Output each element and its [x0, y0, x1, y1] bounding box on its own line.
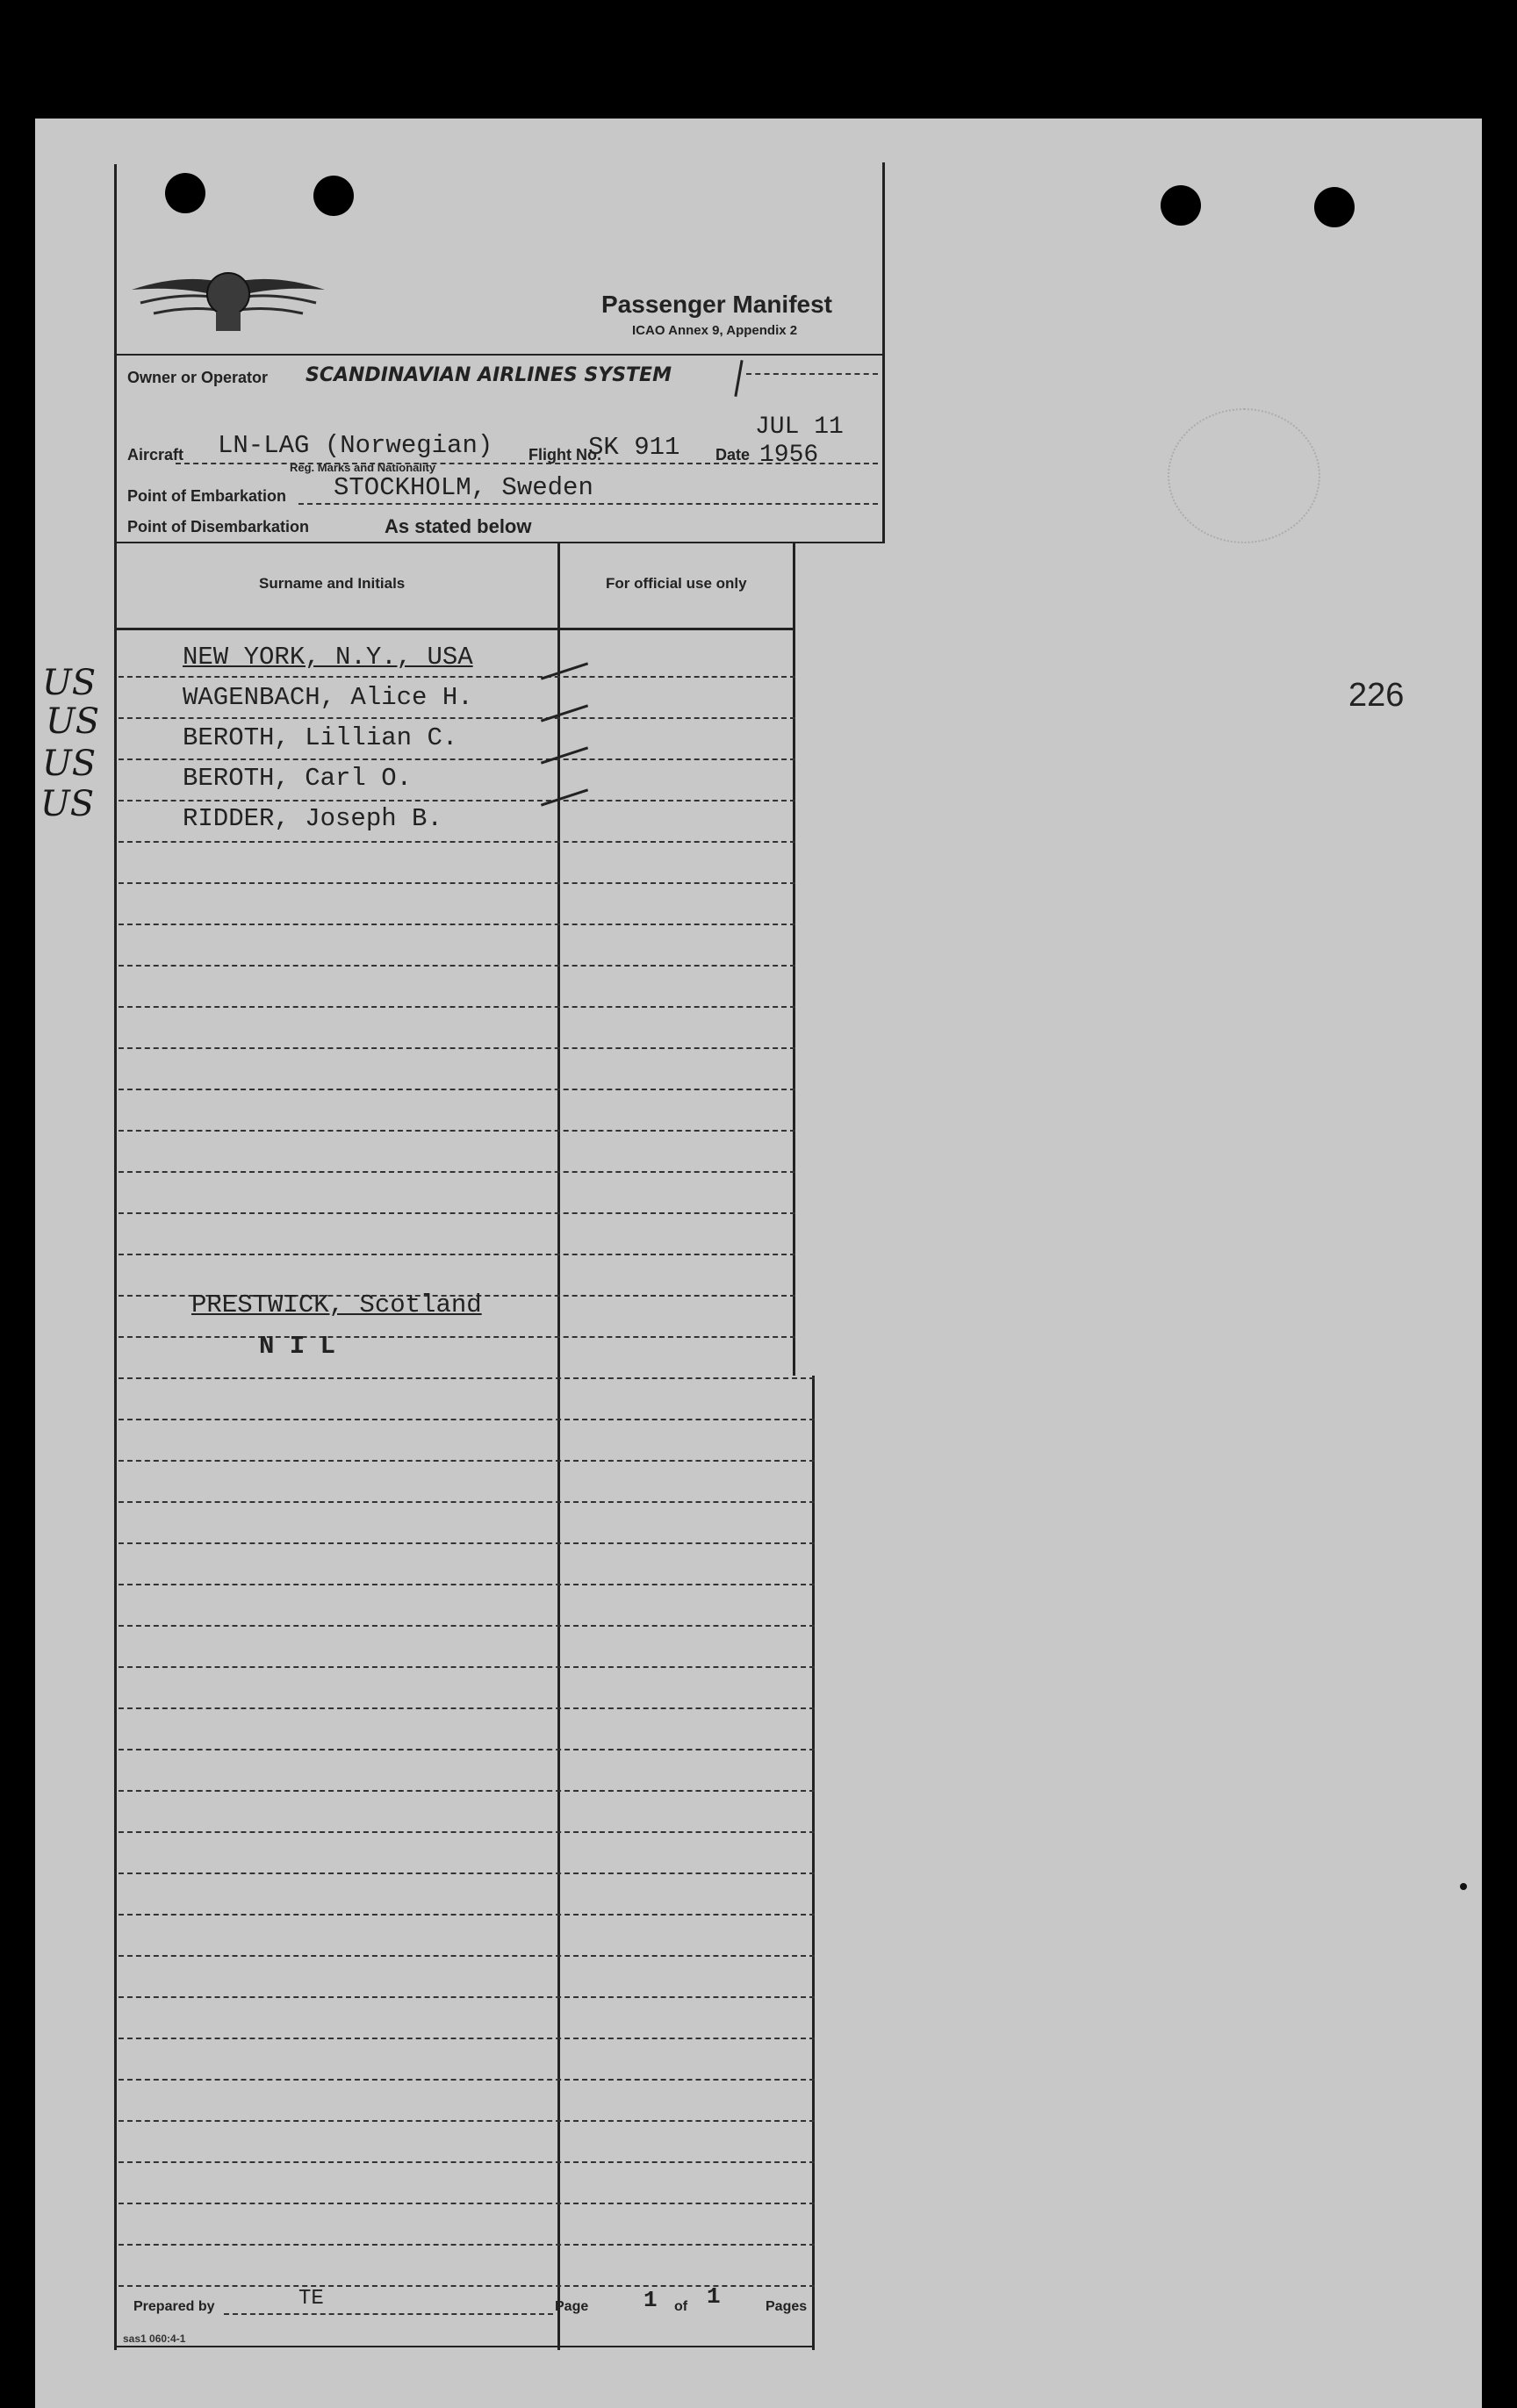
header-right-border — [882, 162, 885, 542]
stray-mark — [1460, 1883, 1467, 1890]
disembark-label: Point of Disembarkation — [127, 518, 310, 536]
nil-entry: N I L — [259, 1332, 336, 1361]
table-rule — [119, 1501, 815, 1503]
destination-entry: NEW YORK, N.Y., USA — [183, 643, 473, 672]
table-rule — [119, 2161, 815, 2163]
table-header-bottom — [114, 628, 795, 630]
aircraft-label: Aircraft — [127, 446, 184, 464]
table-rule — [119, 1790, 815, 1792]
page-number: 226 — [1348, 677, 1405, 714]
form-code: sas1 060:4-1 — [123, 2333, 186, 2345]
margin-note: US — [40, 784, 95, 824]
page-value: 1 — [643, 2287, 658, 2313]
table-rule — [119, 2203, 815, 2204]
embark-value: STOCKHOLM, Sweden — [334, 473, 593, 502]
form-title: Passenger Manifest — [601, 291, 832, 318]
table-rule — [119, 1872, 815, 1874]
passenger-entry: BEROTH, Carl O. — [183, 764, 413, 793]
margin-note: US — [42, 663, 97, 703]
table-rule — [119, 2079, 815, 2081]
col-official-header: For official use only — [606, 575, 747, 592]
passenger-entry: WAGENBACH, Alice H. — [183, 683, 473, 712]
owner-line — [746, 373, 878, 375]
of-value: 1 — [707, 2283, 721, 2310]
header-bottom — [114, 542, 885, 543]
table-rule — [119, 882, 795, 884]
col-surname-header: Surname and Initials — [259, 575, 406, 592]
pages-label: Pages — [766, 2299, 808, 2314]
table-rule — [119, 1171, 795, 1173]
punch-hole — [1161, 185, 1201, 226]
punch-hole — [313, 176, 354, 216]
table-rule — [119, 1666, 815, 1668]
prepared-line — [224, 2313, 553, 2315]
embark-label: Point of Embarkation — [127, 487, 287, 505]
margin-note: US — [42, 744, 97, 784]
owner-value: SCANDINAVIAN AIRLINES SYSTEM — [306, 364, 672, 386]
table-rule — [119, 1377, 815, 1379]
table-rule — [119, 1254, 795, 1255]
punch-hole — [165, 173, 205, 213]
page-label: Page — [555, 2299, 589, 2314]
passenger-entry: RIDDER, Joseph B. — [183, 804, 442, 833]
table-rule — [119, 1130, 795, 1132]
sas-logo-icon — [123, 259, 334, 338]
table-rule — [119, 717, 795, 719]
footer-line — [114, 2346, 812, 2347]
table-rule — [119, 2038, 815, 2039]
table-rule — [119, 1707, 815, 1709]
table-rule — [119, 2120, 815, 2122]
flight-label: Flight No. — [528, 446, 601, 464]
embark-line — [298, 503, 878, 505]
check-tick — [541, 746, 588, 764]
passenger-entry: BEROTH, Lillian C. — [183, 723, 458, 752]
disembark-value: As stated below — [385, 515, 532, 537]
faint-stamp — [1168, 408, 1320, 543]
check-tick — [541, 788, 588, 806]
aircraft-sublabel: Reg. Marks and Nationality — [290, 461, 436, 474]
table-rule — [119, 1996, 815, 1998]
table-rule — [119, 924, 795, 925]
table-rule — [119, 1542, 815, 1544]
table-rule — [119, 1749, 815, 1750]
table-rule — [119, 676, 795, 678]
table-rule — [119, 1006, 795, 1008]
check-mark — [734, 360, 743, 397]
table-rule — [119, 1089, 795, 1090]
table-rule — [119, 1212, 795, 1214]
table-rule — [119, 2244, 815, 2246]
flight-value: SK 911 — [588, 433, 680, 462]
table-rule — [119, 800, 795, 801]
aircraft-line — [176, 463, 878, 464]
margin-note: US — [46, 701, 100, 742]
table-rule — [119, 841, 795, 843]
table-rule — [119, 1460, 815, 1462]
date-year: 1956 — [759, 442, 819, 469]
table-rule — [119, 1419, 815, 1420]
table-rule — [119, 1584, 815, 1585]
form-left-border — [114, 164, 117, 2350]
table-rule — [119, 1955, 815, 1957]
table-rule — [119, 965, 795, 967]
table-rule — [119, 1914, 815, 1916]
of-label: of — [674, 2299, 688, 2314]
aircraft-value: LN-LAG (Norwegian) — [218, 431, 493, 460]
stop-entry: PRESTWICK, Scotland — [191, 1290, 482, 1319]
owner-label: Owner or Operator — [127, 369, 269, 386]
table-rule — [119, 1047, 795, 1049]
prepared-value: TE — [298, 2287, 324, 2311]
form-subtitle: ICAO Annex 9, Appendix 2 — [632, 323, 798, 338]
table-rule — [119, 1625, 815, 1627]
table-rule — [119, 1831, 815, 1833]
date-label: Date — [715, 446, 751, 464]
prepared-label: Prepared by — [133, 2299, 215, 2314]
table-rule — [119, 1336, 795, 1338]
header-divider — [114, 354, 882, 356]
table-rule — [119, 758, 795, 760]
table-right-border-upper — [793, 542, 795, 1376]
manifest-sheet — [35, 119, 1482, 2408]
check-tick — [541, 704, 588, 722]
punch-hole — [1314, 187, 1355, 227]
date-stamp: JUL 11 — [755, 413, 844, 441]
